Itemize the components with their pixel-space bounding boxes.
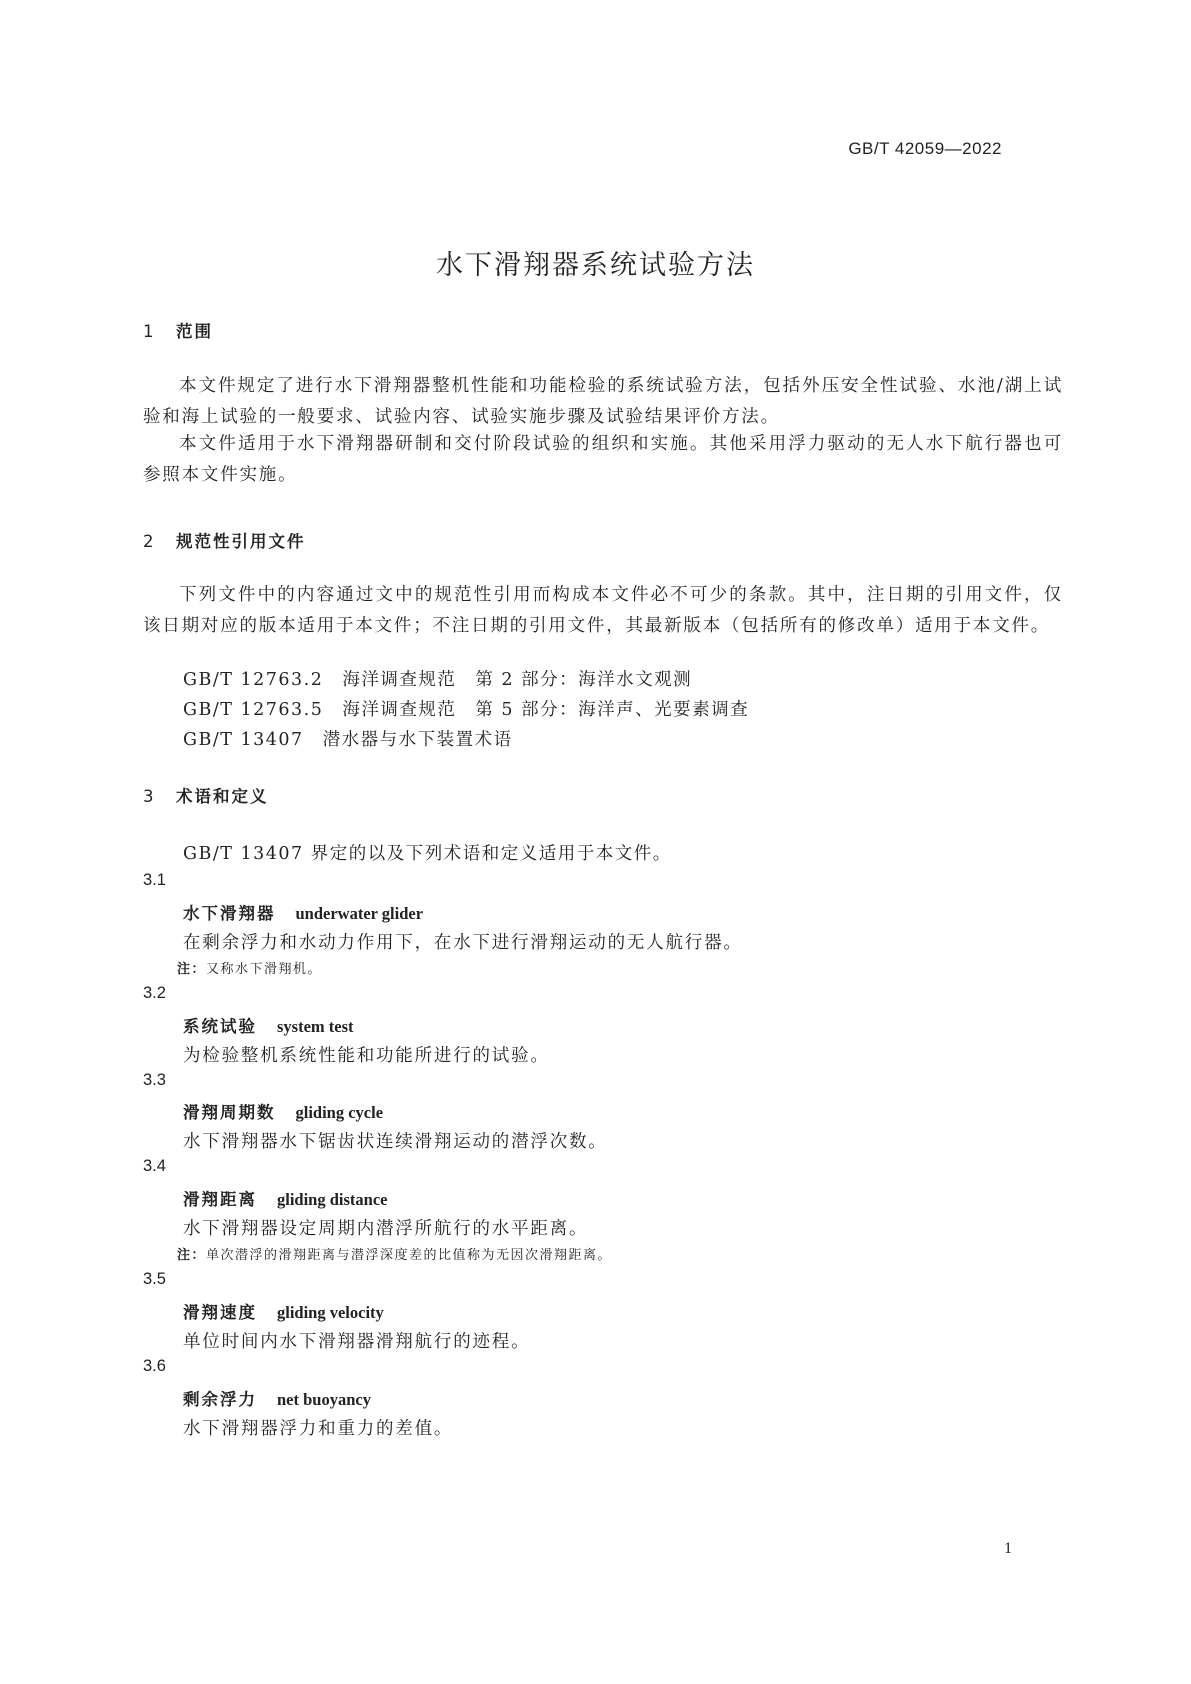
section-title: 范围 (176, 322, 213, 341)
term-number: 3.6 (143, 1357, 166, 1375)
normative-reference (183, 666, 692, 691)
term-name (183, 1099, 383, 1123)
term-number: 3.4 (143, 1157, 166, 1175)
section-2-heading (143, 528, 306, 552)
normative-reference (183, 696, 749, 721)
term-name-en: underwater glider (295, 904, 424, 923)
term-definition: 水下滑翔器浮力和重力的差值。 (183, 1419, 454, 1439)
section-3-intro: GB/T 13407 界定的以及下列术语和定义适用于本文件。 (183, 844, 672, 864)
note-text: 单次潜浮的滑翔距离与潜浮深度差的比值称为无因次滑翔距离。 (206, 1248, 613, 1263)
term-name-zh: 滑翔速度 (183, 1303, 257, 1322)
term-name-en: gliding distance (277, 1190, 388, 1209)
section-2-paragraph-1: 下列文件中的内容通过文中的规范性引用而构成本文件必不可少的条款。其中，注日期的引用文件，仅该日期对应的版本适用于本文件；不注日期的引用文件，其最新版本（包括所有的修改单）适用于本文件。 (143, 585, 1063, 636)
document-title: 水下滑翔器系统试验方法 (436, 250, 755, 281)
section-1-paragraph-1: 本文件规定了进行水下滑翔器整机性能和功能检验的系统试验方法，包括外压安全性试验、水池/湖上试验和海上试验的一般要求、试验内容、试验实施步骤及试验结果评价方法。 (143, 376, 1063, 427)
term-name (183, 900, 423, 924)
term-name-en: system test (277, 1017, 354, 1036)
section-1-paragraph-2: 本文件适用于水下滑翔器研制和交付阶段试验的组织和实施。其他采用浮力驱动的无人水下航行器也可参照本文件实施。 (143, 434, 1063, 485)
term-number: 3.5 (143, 1270, 166, 1288)
note-label: 注： (177, 1248, 207, 1263)
term-definition: 水下滑翔器水下锯齿状连续滑翔运动的潜浮次数。 (183, 1132, 608, 1152)
term-name-en: gliding velocity (277, 1303, 384, 1322)
term-definition: 为检验整机系统性能和功能所进行的试验。 (183, 1046, 550, 1066)
section-1-heading (143, 318, 213, 342)
term-name-zh: 水下滑翔器 (183, 904, 276, 923)
reference-code: GB/T 12763.5 (183, 700, 324, 720)
normative-reference (183, 726, 513, 751)
term-number: 3.3 (143, 1071, 166, 1089)
term-name (183, 1299, 384, 1323)
term-name (183, 1386, 371, 1410)
term-number: 3.2 (143, 984, 166, 1002)
term-name-zh: 剩余浮力 (183, 1390, 257, 1409)
section-number: 3 (143, 787, 156, 806)
term-name-zh: 系统试验 (183, 1017, 257, 1036)
term-number: 3.1 (143, 871, 166, 889)
term-definition: 单位时间内水下滑翔器滑翔航行的迹程。 (183, 1332, 531, 1352)
term-note (177, 958, 322, 977)
term-name-zh: 滑翔距离 (183, 1190, 257, 1209)
page-number: 1 (1004, 1540, 1012, 1557)
section-3-heading (143, 783, 269, 807)
reference-code: GB/T 12763.2 (183, 670, 324, 690)
term-definition: 水下滑翔器设定周期内潜浮所航行的水平距离。 (183, 1219, 589, 1239)
term-name (183, 1186, 387, 1210)
note-text: 又称水下滑翔机。 (206, 962, 323, 977)
section-title: 术语和定义 (176, 787, 269, 806)
section-number: 1 (143, 322, 156, 341)
section-title: 规范性引用文件 (176, 532, 306, 551)
term-name-en: gliding cycle (295, 1103, 384, 1122)
reference-title: 海洋调查规范 第 5 部分：海洋声、光要素调查 (342, 700, 750, 720)
section-number: 2 (143, 532, 156, 551)
term-name (183, 1013, 354, 1037)
term-name-zh: 滑翔周期数 (183, 1103, 276, 1122)
term-note (177, 1244, 612, 1263)
standard-number: GB/T 42059—2022 (848, 139, 1002, 158)
term-name-en: net buoyancy (277, 1390, 371, 1409)
reference-title: 潜水器与水下装置术语 (322, 730, 513, 750)
term-definition: 在剩余浮力和水动力作用下，在水下进行滑翔运动的无人航行器。 (183, 933, 743, 953)
reference-code: GB/T 13407 (183, 730, 304, 750)
reference-title: 海洋调查规范 第 2 部分：海洋水文观测 (342, 670, 693, 690)
note-label: 注： (177, 962, 207, 977)
